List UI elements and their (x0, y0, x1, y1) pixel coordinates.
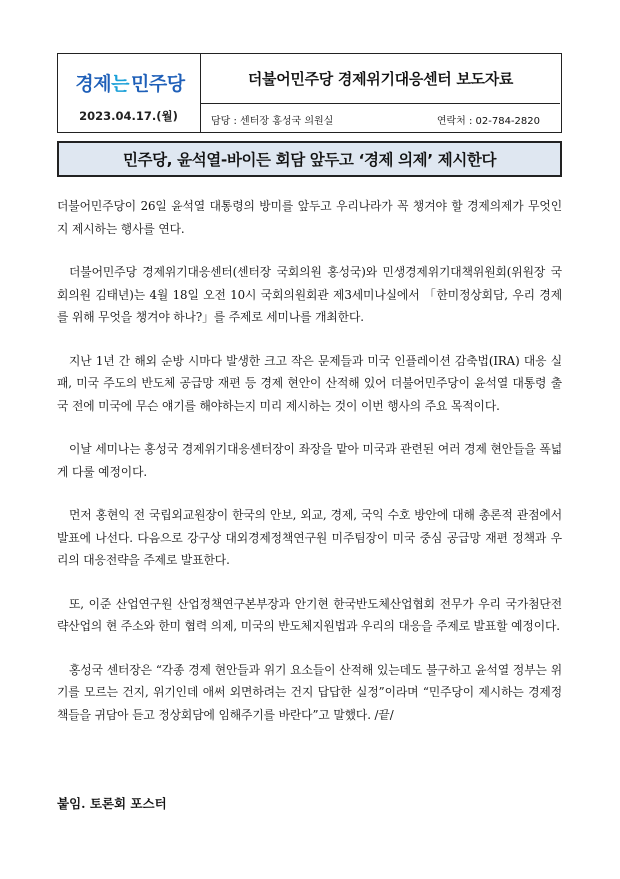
contact-info (201, 104, 560, 132)
contact-phone: 연락처 : 02-784-2820 (436, 116, 540, 127)
paragraph-5: 먼저 홍현익 전 국립외교원장이 한국의 안보, 외교, 경제, 국익 수호 방안에 대해 총론적 관점에서 발표에 나선다. 다음으로 강구상 대외경제정책연구원 미주팀장이 미국 중심 공급망 재편 정책과 우리의 대응전략을 주제로 발표한다. (57, 508, 562, 567)
attachment-note: 붙임. 토론회 포스터 (57, 796, 167, 811)
press-release-header (57, 53, 562, 133)
party-logo (64, 64, 196, 100)
paragraph-1: 더불어민주당이 26일 윤석열 대통령의 방미를 앞두고 우리나라가 꼭 챙겨야 할 경제의제가 무엇인지 제시하는 행사를 연다. (57, 199, 562, 236)
logo-cell (58, 54, 201, 132)
body-text (57, 195, 562, 747)
paragraph-6: 또, 이준 산업연구원 산업정책연구본부장과 안기현 한국반도체산업협회 전무가 우리 국가첨단전략산업의 현 주소와 한미 협력 의제, 미국의 반도체지원법과 우리의 대응을 주제로 발표할 예정이다. (57, 596, 562, 633)
logo-text-particle: 는 (111, 72, 129, 95)
contact-person: 담당 : 센터장 홍성국 의원실 (211, 116, 334, 127)
headline: 민주당, 윤석열-바이든 회담 앞두고 ‘경제 의제’ 제시한다 (57, 141, 562, 177)
logo-text-party: 민주당 (131, 72, 185, 95)
paragraph-2: 더불어민주당 경제위기대응센터(센터장 국회의원 홍성국)와 민생경제위기대책위원회(위원장 국회의원 김태년)는 4월 18일 오전 10시 국회의원회관 제3세미나실에서 「한미정상회담, 우리 경제를 위해 무엇을 챙겨야 하나?」를 주제로 세미나를 개최한다. (57, 265, 562, 324)
press-release-title: 더불어민주당 경제위기대응센터 보도자료 (201, 54, 560, 104)
paragraph-7: 홍성국 센터장은 “각종 경제 현안들과 위기 요소들이 산적해 있는데도 불구하고 윤석열 정부는 위기를 모르는 건지, 위기인데 애써 외면하려는 건지 답답한 실정”이라며 “민주당이 제시하는 경제정책들을 귀담아 듣고 정상회담에 임해주기를 바란다”고 말했다. /끝/ (57, 662, 562, 722)
release-date: 2023.04.17.(월) (79, 109, 178, 123)
logo-text-economy: 경제 (75, 72, 112, 95)
paragraph-4: 이날 세미나는 홍성국 경제위기대응센터장이 좌장을 맡아 미국과 관련된 여러 경제 현안들을 폭넓게 다룰 예정이다. (57, 442, 562, 479)
paragraph-3: 지난 1년 간 해외 순방 시마다 발생한 크고 작은 문제들과 미국 인플레이션 감축법(IRA) 대응 실패, 미국 주도의 반도체 공급망 재편 등 경제 현안이 산적해 있어 더불어민주당이 윤석열 대통령 출국 전에 미국에 무슨 얘기를 해야하는지 미리 제시하는 것이 이번 행사의 주요 목적이다. (57, 353, 562, 413)
